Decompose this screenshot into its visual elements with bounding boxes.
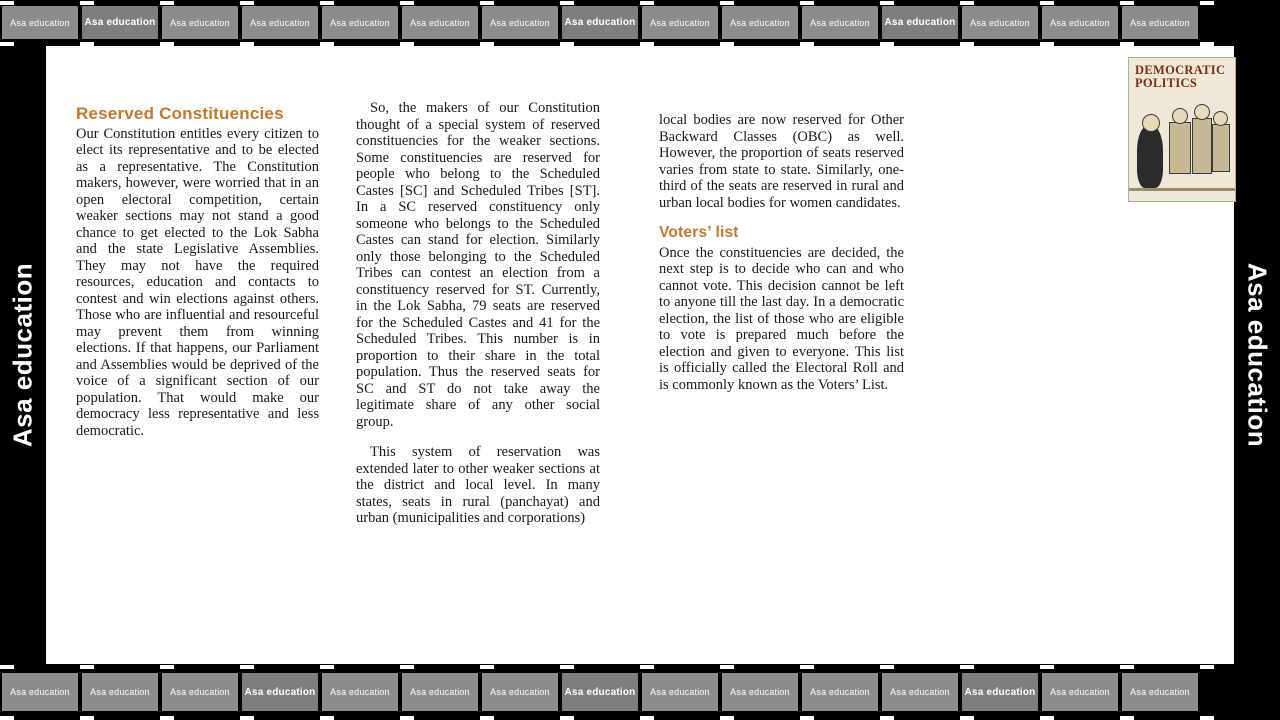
perforation — [320, 1, 334, 5]
perforation — [1200, 665, 1214, 669]
watermark-frame: Asa education — [82, 6, 158, 39]
watermark-frame: Asa education — [322, 6, 398, 39]
column-three-paragraph-2: Once the constituencies are decided, the next step is to decide who can and who cannot vote. This decision cannot be left to anyone till the last day. In a democratic election, the list of those who are eligible to vote is prepared much before the election and given to everyone. This list is officially called the Electoral Roll and is commonly known as the Voters’ List. — [659, 244, 904, 393]
book-cover-illustration — [1129, 92, 1235, 201]
perforation — [880, 716, 894, 720]
watermark-frame: Asa education — [1122, 6, 1198, 39]
illustration-ground — [1129, 188, 1235, 191]
perforation — [240, 716, 254, 720]
perforation — [640, 1, 654, 5]
perforation — [960, 665, 974, 669]
perforation — [960, 1, 974, 5]
watermark-frame: Asa education — [562, 673, 638, 711]
watermark-frame: Asa education — [562, 6, 638, 39]
book-cover-thumbnail — [1128, 57, 1236, 202]
perforation — [240, 1, 254, 5]
perforation — [880, 665, 894, 669]
illustration-figure — [1137, 126, 1163, 188]
illustration-head — [1194, 104, 1210, 120]
perforation — [400, 716, 414, 720]
perforation — [480, 1, 494, 5]
section-heading-reserved-constituencies: Reserved Constituencies — [76, 104, 284, 123]
watermark-frame: Asa education — [2, 6, 78, 39]
perforation — [1200, 716, 1214, 720]
watermark-frame: Asa education — [642, 6, 718, 39]
watermark-frame: Asa education — [642, 673, 718, 711]
perforation — [560, 716, 574, 720]
illustration-head — [1172, 108, 1188, 124]
watermark-frame: Asa education — [962, 673, 1038, 711]
left-watermark-label: Asa education — [7, 262, 38, 448]
perforation — [160, 1, 174, 5]
perforation — [960, 716, 974, 720]
perforation — [400, 665, 414, 669]
watermark-frame: Asa education — [402, 673, 478, 711]
perforation — [720, 716, 734, 720]
perforation — [80, 665, 94, 669]
illustration-figure — [1169, 122, 1191, 174]
perforation — [80, 1, 94, 5]
watermark-frame: Asa education — [482, 6, 558, 39]
perforation — [160, 716, 174, 720]
perforation — [640, 665, 654, 669]
column-two-paragraph-2: This system of reservation was extended later to other weaker sections at the district and local level. In many states, seats in rural (panchayat) and urban (municipalities and corporations) — [356, 444, 600, 526]
perforation — [1120, 1, 1134, 5]
right-watermark-bar — [1234, 46, 1280, 664]
perforation — [1040, 716, 1054, 720]
perforation — [800, 716, 814, 720]
section-heading-voters-list: Voters’ list — [659, 224, 739, 241]
perforation-row-bottom — [0, 664, 1280, 669]
perforation — [880, 1, 894, 5]
watermark-frame: Asa education — [322, 673, 398, 711]
watermark-frame: Asa education — [802, 673, 878, 711]
perforation — [480, 665, 494, 669]
perforation — [720, 665, 734, 669]
perforation — [800, 665, 814, 669]
perforation — [320, 665, 334, 669]
perforation — [80, 716, 94, 720]
illustration-figure — [1192, 118, 1212, 174]
bottom-filmstrip-watermark — [0, 664, 1280, 720]
watermark-frame: Asa education — [162, 673, 238, 711]
watermark-frame: Asa education — [402, 6, 478, 39]
watermark-frame: Asa education — [882, 673, 958, 711]
watermark-frame: Asa education — [802, 6, 878, 39]
column-two-paragraph-1: So, the makers of our Constitution thought of a special system of reserved constituencies for the weaker sections. Some constituencies are reserved for people who belong to the Scheduled Castes [SC] and Scheduled Tribes [ST]. In a SC reserved constituency only someone who belongs to the Scheduled Castes can stand for election. Similarly only those belonging to the Scheduled Tribes can contest an election from a constituency reserved for ST. Currently, in the Lok Sabha, 79 seats are reserved for the Scheduled Castes and 41 for the Scheduled Tribes. This number is in proportion to their share in the total population. Thus the reserved seats for SC and ST do not take away the legitimate share of any other social group. — [356, 100, 600, 430]
top-frame-strip — [2, 6, 1198, 39]
column-one-paragraph: Our Constitution entitles every citizen to elect its representative and to be elected as a representative. The Constitution makers, however, were worried that in an open electoral competition, certain weaker sections may not stand a good chance to get elected to the Lok Sabha and the state Legislative Assemblies. They may not have the required resources, education and contacts to contest and win elections against others. Those who are influential and resourceful may prevent them from winning elections. If that happens, our Parliament and Assemblies would be deprived of the voice of a significant section of our population. That would make our democracy less representative and less democratic. — [76, 125, 319, 439]
left-watermark-bar — [0, 46, 46, 664]
perforation — [0, 665, 14, 669]
perforation — [1200, 1, 1214, 5]
watermark-frame: Asa education — [882, 6, 958, 39]
perforation — [800, 1, 814, 5]
watermark-frame: Asa education — [242, 6, 318, 39]
perforation — [320, 716, 334, 720]
perforation — [560, 665, 574, 669]
perforation — [720, 1, 734, 5]
illustration-head — [1142, 114, 1160, 132]
watermark-frame: Asa education — [82, 673, 158, 711]
illustration-head — [1213, 111, 1228, 126]
perforation — [160, 665, 174, 669]
perforation — [240, 665, 254, 669]
bottom-frame-strip — [2, 673, 1198, 711]
textbook-page-content — [46, 46, 1234, 664]
watermark-frame: Asa education — [242, 673, 318, 711]
perforation — [1120, 665, 1134, 669]
watermark-frame: Asa education — [1042, 6, 1118, 39]
perforation — [400, 1, 414, 5]
column-three — [659, 112, 904, 407]
book-cover-title — [1135, 64, 1225, 89]
book-cover-title-line2: POLITICS — [1135, 75, 1198, 90]
top-filmstrip-watermark — [0, 0, 1280, 46]
right-watermark-label: Asa education — [1242, 262, 1273, 448]
perforation — [0, 716, 14, 720]
perforation-row-top — [0, 0, 1280, 5]
perforation — [1040, 1, 1054, 5]
perforation — [1120, 716, 1134, 720]
perforation — [560, 1, 574, 5]
perforation — [480, 716, 494, 720]
watermark-frame: Asa education — [482, 673, 558, 711]
column-two — [356, 100, 600, 541]
watermark-frame: Asa education — [162, 6, 238, 39]
column-three-paragraph-1: local bodies are now reserved for Other Backward Classes (OBC) as well. However, the proportion of seats reserved varies from state to state. Similarly, one-third of the seats are reserved in rural and urban local bodies for women candidates. — [659, 112, 904, 211]
column-one — [76, 106, 319, 453]
book-cover-title-line1: DEMOCRATIC — [1135, 63, 1226, 77]
watermark-frame: Asa education — [2, 673, 78, 711]
watermark-frame: Asa education — [1122, 673, 1198, 711]
watermark-frame: Asa education — [962, 6, 1038, 39]
illustration-figure — [1212, 124, 1230, 172]
perforation — [1040, 665, 1054, 669]
watermark-frame: Asa education — [722, 673, 798, 711]
perforation-row-bottom-lower — [0, 715, 1280, 720]
perforation — [0, 1, 14, 5]
perforation — [640, 716, 654, 720]
watermark-frame: Asa education — [1042, 673, 1118, 711]
watermark-frame: Asa education — [722, 6, 798, 39]
